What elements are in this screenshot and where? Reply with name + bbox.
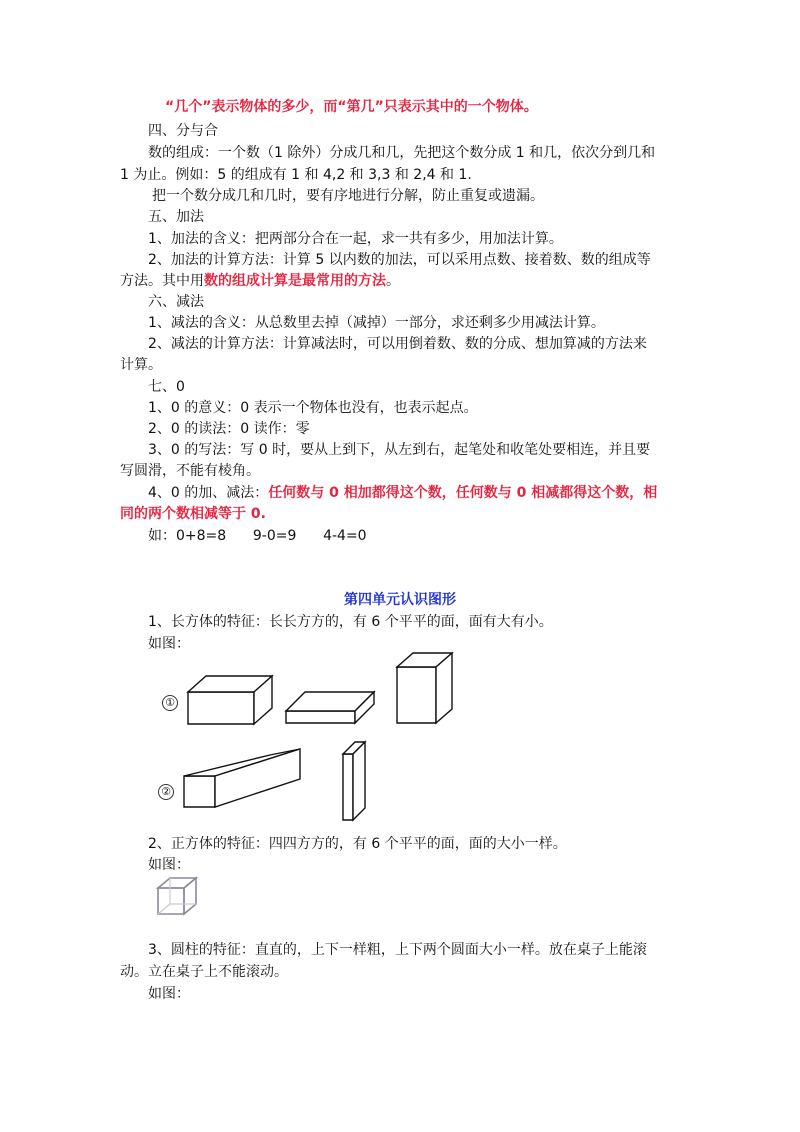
- paragraph-decompose-order: 把一个数分成几和几时，要有序地进行分解，防止重复或遗漏。: [152, 188, 544, 204]
- paragraph-composition-1: 数的组成：一个数（1 除外）分成几和几，先把这个数分成 1 和几，依次分到几和: [148, 145, 656, 161]
- cuboid-shape-2: [286, 692, 374, 723]
- paragraph-zero-meaning: 1、0 的意义：0 表示一个物体也没有，也表示起点。: [148, 400, 478, 416]
- section-heading-decompose: 四、分与合: [148, 123, 218, 139]
- figure-marker-2: ②: [158, 784, 174, 800]
- paragraph-zero-writing-2: 写圆滑，不能有棱角。: [120, 463, 260, 479]
- paragraph-zero-ops-2: 同的两个数相减等于 0.: [120, 506, 266, 522]
- zero-ops-prefix: 4、0 的加、减法：: [148, 485, 269, 501]
- paragraph-zero-reading: 2、0 的读法：0 读作：零: [148, 421, 310, 437]
- cube-figure-label: 如图：: [148, 857, 190, 873]
- cube-figure: [150, 872, 210, 922]
- addition-method-highlight: 数的组成计算是最常用的方法: [204, 273, 386, 289]
- unit4-title: 第四单元认识图形: [344, 592, 456, 608]
- figure-marker-1: ①: [162, 695, 178, 711]
- paragraph-cuboid-feature: 1、长方体的特征：长长方方的，有 6 个平平的面，面有大有小。: [148, 614, 553, 630]
- paragraph-subtraction-method-2: 计算。: [120, 357, 162, 373]
- cuboid-shape-4: [184, 749, 300, 807]
- cuboid-shape-5: [343, 742, 365, 820]
- zero-ops-example: 如：0+8=8 9-0=9 4-4=0: [148, 528, 367, 544]
- paragraph-cube-feature: 2、正方体的特征：四四方方的，有 6 个平平的面，面的大小一样。: [148, 836, 567, 852]
- paragraph-cylinder-feature-2: 动。立在桌子上不能滚动。: [120, 964, 288, 980]
- paragraph-addition-meaning: 1、加法的含义：把两部分合在一起，求一共有多少，用加法计算。: [148, 231, 563, 247]
- cylinder-figure-label: 如图：: [148, 986, 190, 1002]
- cuboid-figure-label: 如图：: [148, 636, 190, 652]
- paragraph-subtraction-method-1: 2、减法的计算方法：计算减法时，可以用倒着数、数的分成、想加算减的方法来: [148, 336, 647, 352]
- zero-ops-highlight: 任何数与 0 相加都得这个数，任何数与 0 相减都得这个数，相: [268, 485, 658, 501]
- paragraph-zero-writing-1: 3、0 的写法：写 0 时，要从上到下，从左到右，起笔处和收笔处要相连，并且要: [148, 442, 651, 458]
- section-heading-subtraction: 六、减法: [148, 294, 204, 310]
- count-vs-ordinal-note: “几个”表示物体的多少，而“第几”只表示其中的一个物体。: [165, 99, 538, 115]
- paragraph-addition-method-1: 2、加法的计算方法：计算 5 以内数的加法，可以采用点数、接着数、数的组成等: [148, 252, 651, 268]
- paragraph-subtraction-meaning: 1、减法的含义：从总数里去掉（减掉）一部分，求还剩多少用减法计算。: [148, 315, 605, 331]
- addition-method-suffix: 。: [386, 273, 400, 289]
- cuboid-shape-3: [397, 653, 452, 723]
- paragraph-cylinder-feature-1: 3、圆柱的特征：直直的，上下一样粗，上下两个圆面大小一样。放在桌子上能滚: [148, 942, 647, 958]
- addition-method-prefix: 方法。其中用: [120, 273, 204, 289]
- paragraph-composition-2: 1 为止。例如：5 的组成有 1 和 4,2 和 3,3 和 2,4 和 1.: [120, 167, 472, 183]
- cuboid-shape-1: [188, 676, 272, 724]
- section-heading-addition: 五、加法: [148, 209, 204, 225]
- section-heading-zero: 七、0: [148, 379, 185, 395]
